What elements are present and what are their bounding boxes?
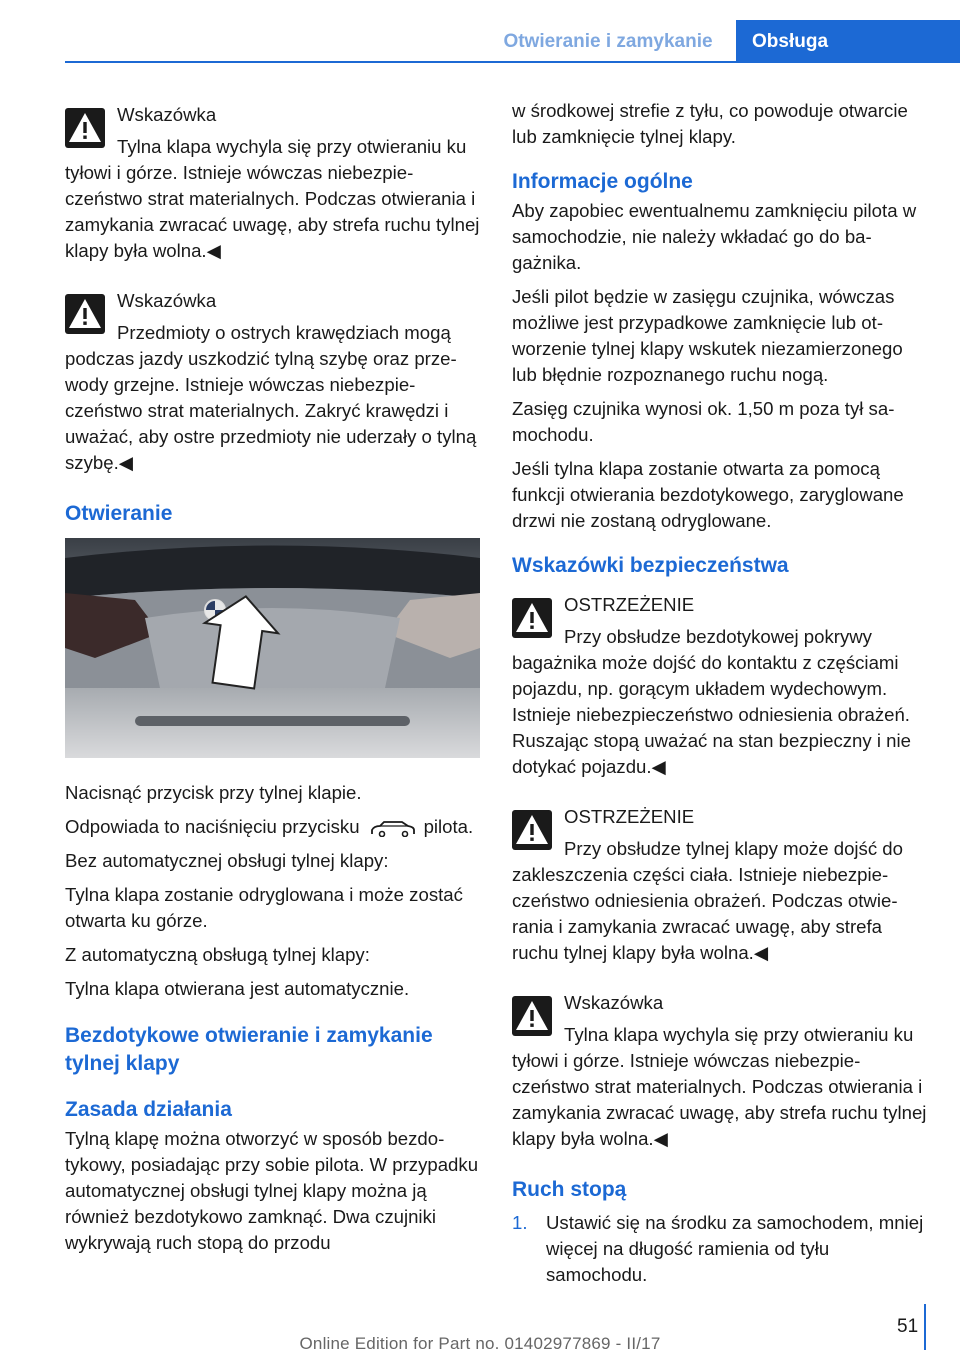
paragraph: Z automatyczną obsługą tylnej klapy: bbox=[65, 944, 370, 965]
paragraph: Bez automatycznej obsługi tylnej klapy: bbox=[65, 850, 389, 871]
paragraph: Jeśli tylna klapa zostanie otwarta za pomocą funkcji otwierania bezdotykowego, zaryglowane drzwi nie zostaną odryglowane. bbox=[512, 458, 904, 531]
warning-triangle-icon bbox=[65, 108, 105, 148]
paragraph: Tylna klapa otwierana jest automatycznie. bbox=[65, 978, 410, 999]
warning-triangle-icon bbox=[512, 996, 552, 1036]
paragraph: Jeśli pilot będzie w zasięgu czujnika, wówczas możliwe jest przypadkowe zamknięcie lub otworzenie tylnej klapy wskutek niezamierzonego lub błędnie rozpoznanego ruchu nogą. bbox=[512, 286, 903, 385]
subheading-foot-motion: Ruch stopą bbox=[512, 1178, 627, 1201]
left-column bbox=[65, 102, 480, 1264]
section-heading-contactless: Bezdotykowe otwieranie i zamykanie tylnej klapy bbox=[65, 1024, 433, 1075]
warning-triangle-icon bbox=[65, 294, 105, 334]
paragraph: w środkowej strefie z tyłu, co powoduje otwarcie lub zamknięcie tylnej klapy. bbox=[512, 100, 908, 147]
warning-text: Tylna klapa wychyla się przy otwieraniu ku tyłowi i górze. Istnieje wówczas niebezpieczeństwo strat materialnych. Podczas otwierania i zamykania zwracać uwagę, aby strefa ruchu tylnej klapy była wolna.◀ bbox=[65, 136, 480, 261]
warning-text: Przedmioty o ostrych krawędziach mogą podczas jazdy uszkodzić tylną szybę oraz przewody grzejne. Istnieje wówczas niebezpieczeństwo strat materialnych. Zakryć krawędzi i uważać, aby ostre przedmioty nie uderzały o tylną szybę.◀ bbox=[65, 322, 477, 473]
paragraph-text: Odpowiada to naciśnięciu przycisku bbox=[65, 816, 360, 837]
warning-triangle-icon bbox=[512, 598, 552, 638]
header-section-title: Otwieranie i zamykanie bbox=[503, 30, 713, 52]
warning-note bbox=[65, 288, 480, 476]
warning-text: Przy obsłudze tylnej klapy może dojść do zakleszczenia części ciała. Istnieje niebezpieczeństwo odniesienia obrażeń. Podczas otwierania i zamykania zwracać uwagę, aby strefa ruchu tylnej klapy była wolna.◀ bbox=[512, 838, 903, 963]
paragraph bbox=[65, 814, 480, 840]
paragraph: Tylną klapę można otworzyć w sposób bezdotykowy, posiadając przy sobie pilota. W przypadku automatycznej obsługi tylnej klapy można ją również bezdotykowo zamknąć. Dwa czujniki wykrywają ruch stopą do przodu bbox=[65, 1128, 479, 1253]
warning-text: Przy obsłudze bezdotykowej pokrywy bagażnika może dojść do kontaktu z częściami pojazdu, np. gorącym układem wydechowym. Istnieje niebezpieczeństwo odniesienia obrażeń. Ruszając stopą uważać na stan bezpieczny i nie dotykać pojazdu.◀ bbox=[512, 626, 911, 777]
header-rule bbox=[65, 61, 960, 63]
paragraph: Aby zapobiec ewentualnemu zamknięciu pilota w samochodzie, nie należy wkładać go do bagażnika. bbox=[512, 200, 917, 273]
header-chapter-tab: Obsługa bbox=[736, 20, 960, 63]
section-heading-opening: Otwieranie bbox=[65, 502, 173, 525]
subheading-general: Informacje ogólne bbox=[512, 170, 693, 193]
warning-title: OSTRZEŻENIE bbox=[564, 806, 695, 827]
list-item bbox=[512, 1210, 927, 1288]
warning-title: Wskazówka bbox=[117, 290, 217, 311]
warning-text: Tylna klapa wychyla się przy otwieraniu ku tyłowi i górze. Istnieje wówczas niebezpieczeństwo strat materialnych. Podczas otwierania i zamykania zwracać uwagę, aby strefa ruchu tylnej klapy była wolna.◀ bbox=[512, 1024, 927, 1149]
step-list bbox=[512, 1210, 927, 1288]
step-text: Ustawić się na środku za samochodem, mniej więcej na długość ramienia od tyłu samochodu. bbox=[546, 1212, 924, 1285]
warning-triangle-icon bbox=[512, 810, 552, 850]
car-tailgate-icon bbox=[370, 819, 416, 837]
paragraph: Nacisnąć przycisk przy tylnej klapie. bbox=[65, 782, 362, 803]
warning-note bbox=[512, 804, 927, 966]
warning-note bbox=[512, 592, 927, 780]
paragraph-text: pilota. bbox=[423, 816, 474, 837]
warning-note bbox=[65, 102, 480, 264]
warning-title: Wskazówka bbox=[117, 104, 217, 125]
step-number: 1. bbox=[512, 1212, 528, 1233]
paragraph: Zasięg czujnika wynosi ok. 1,50 m poza tył samochodu. bbox=[512, 398, 895, 445]
tailgate-photo bbox=[65, 538, 480, 758]
subheading-safety: Wskazówki bezpieczeństwa bbox=[512, 554, 789, 577]
warning-note bbox=[512, 990, 927, 1152]
right-column bbox=[512, 98, 927, 1288]
paragraph: Tylna klapa zostanie odryglowana i może zostać otwarta ku górze. bbox=[65, 884, 463, 931]
warning-title: OSTRZEŻENIE bbox=[564, 594, 695, 615]
page-number: 51 bbox=[897, 1316, 919, 1337]
warning-title: Wskazówka bbox=[564, 992, 664, 1013]
edition-footer: Online Edition for Part no. 01402977869 - II/17 bbox=[299, 1334, 661, 1353]
subheading-principle: Zasada działania bbox=[65, 1098, 232, 1121]
